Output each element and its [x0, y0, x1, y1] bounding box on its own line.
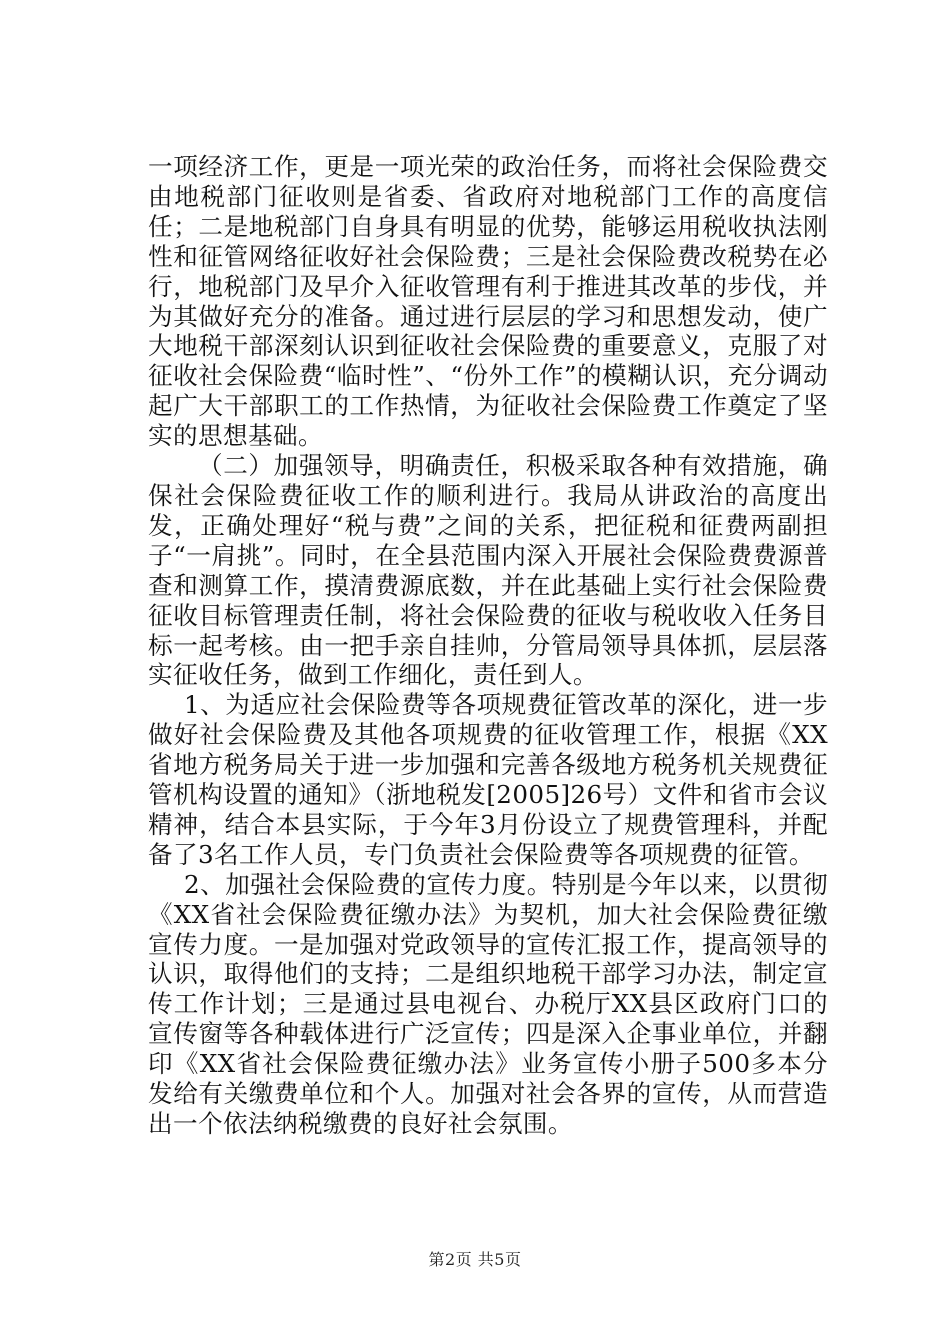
paragraph-section-two: （二）加强领导，明确责任，积极采取各种有效措施，确保社会保险费征收工作的顺利进行。我局从讲政治的高度出发，正确处理好“税与费”之间的关系，把征税和征费两副担子“一肩挑”。同时，在全县范围内深入开展社会保险费费源普查和测算工作，摸清费源底数，并在此基础上实行社会保险费征收目标管理责任制，将社会保险费的征收与税收收入任务目标一起考核。由一把手亲自挂帅，分管局领导具体抓，层层落实征收任务，做到工作细化，责任到人。: [148, 451, 828, 690]
paragraph-item-two: 2、加强社会保险费的宣传力度。特别是今年以来，以贯彻《XX省社会保险费征缴办法》为契机，加大社会保险费征缴宣传力度。一是加强对党政领导的宣传汇报工作，提高领导的认识，取得他们的支持；二是组织地税干部学习办法，制定宣传工作计划；三是通过县电视台、办税厅XX县区政府门口的宣传窗等各种载体进行广泛宣传；四是深入企事业单位，并翻印《XX省社会保险费征缴办法》业务宣传小册子500多本分发给有关缴费单位和个人。加强对社会各界的宣传，从而营造出一个依法纳税缴费的良好社会氛围。: [148, 869, 828, 1138]
paragraph-item-one: 1、为适应社会保险费等各项规费征管改革的深化，进一步做好社会保险费及其他各项规费的征收管理工作，根据《XX省地方税务局关于进一步加强和完善各级地方税务机关规费征管机构设置的通知》（浙地税发[2005]26号）文件和省市会议精神，结合本县实际，于今年3月份设立了规费管理科，并配备了3名工作人员，专门负责社会保险费等各项规费的征管。: [148, 690, 828, 869]
page-number-footer: 第2页 共5页: [428, 1250, 522, 1269]
paragraph-continuation: 一项经济工作，更是一项光荣的政治任务，而将社会保险费交由地税部门征收则是省委、省政府对地税部门工作的高度信任；二是地税部门自身具有明显的优势，能够运用税收执法刚性和征管网络征收好社会保险费；三是社会保险费改税势在必行，地税部门及早介入征收管理有利于推进其改革的步伐，并为其做好充分的准备。通过进行层层的学习和思想发动，使广大地税干部深刻认识到征收社会保险费的重要意义，克服了对征收社会保险费“临时性”、“份外工作”的模糊认识，充分调动起广大干部职工的工作热情，为征收社会保险费工作奠定了坚实的思想基础。: [148, 152, 828, 451]
document-body: [148, 152, 828, 1139]
